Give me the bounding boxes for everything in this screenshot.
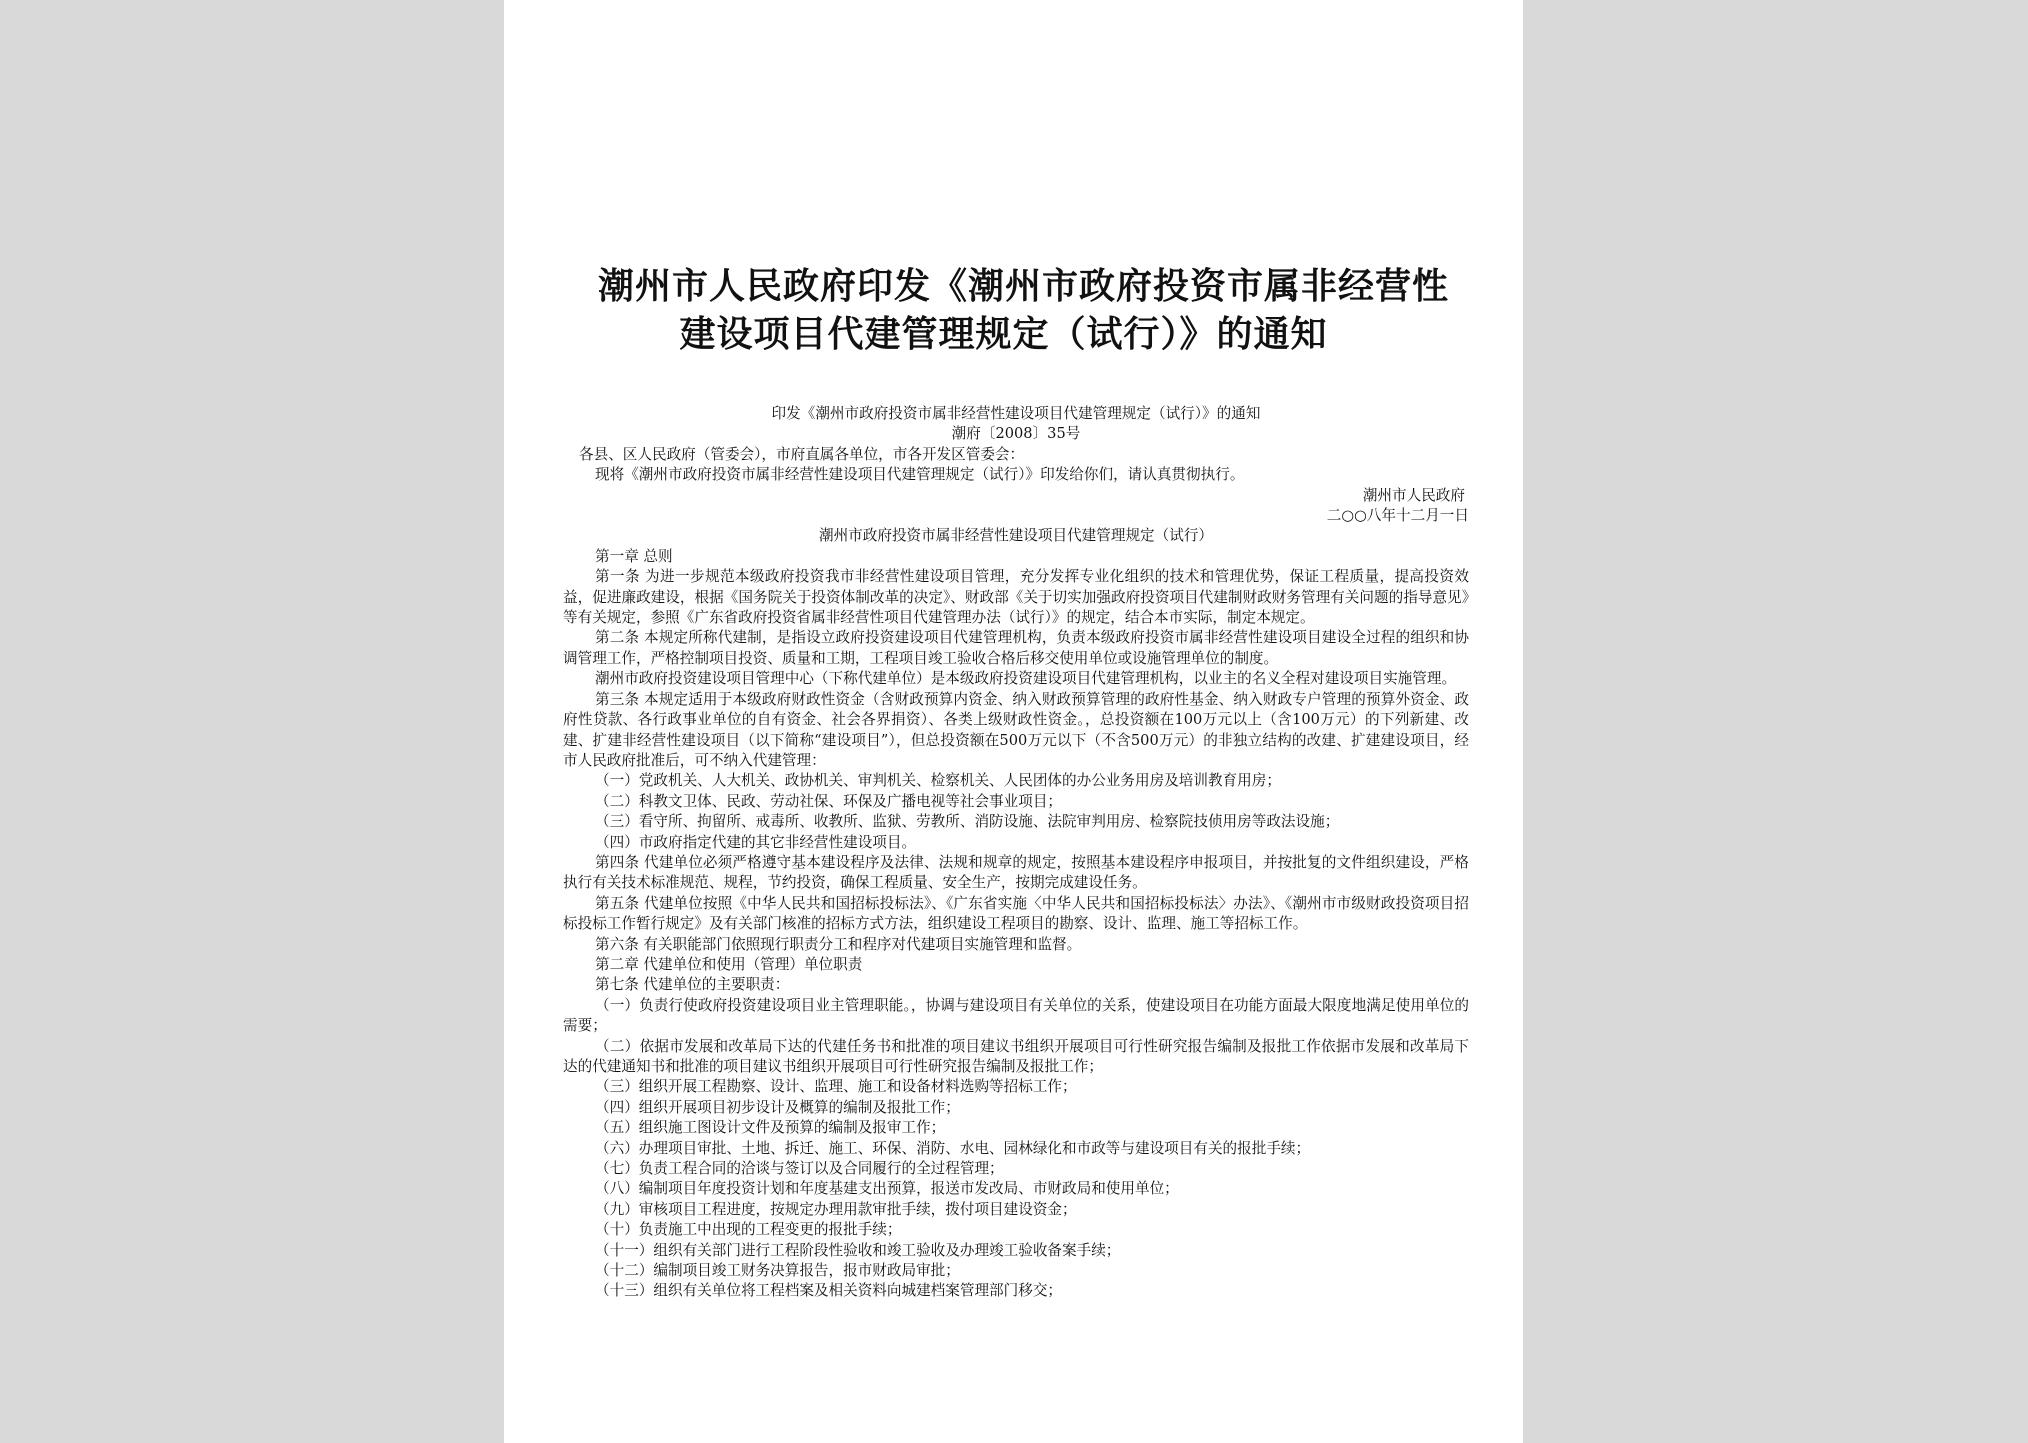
paragraph: （七）负责工程合同的洽谈与签订以及合同履行的全过程管理； [595, 1160, 1004, 1178]
paragraph: （六）办理项目审批、土地、拆迁、施工、环保、消防、水电、园林绿化和市政等与建设项目有关的报批手续； [595, 1139, 1311, 1157]
paragraph: 第二条 本规定所称代建制，是指设立政府投资建设项目代建管理机构，负责本级政府投资市属非经营性建设项目建设全过程的组织和协调管理工作，严格控制项目投资、质量和工期，工程项目竣工验收合格后移交使用单位或设施管理单位的制度。 [563, 629, 1469, 667]
paragraph: （一）负责行使政府投资建设项目业主管理职能。，协调与建设项目有关单位的关系，使建设项目在功能方面最大限度地满足使用单位的需要； [563, 996, 1469, 1035]
document-title [504, 262, 1523, 358]
paragraph: 第四条 代建单位必须严格遵守基本建设程序及法律、法规和规章的规定，按照基本建设程序申报项目，并按批复的文件组织建设，严格执行有关技术标准规范、规程，节约投资，确保工程质量、安全生产，按期完成建设任务。 [563, 853, 1469, 892]
paragraph: （十三）组织有关单位将工程档案及相关资料向城建档案管理部门移交； [595, 1282, 1063, 1300]
paragraph: 第一条 为进一步规范本级政府投资我市非经营性建设项目管理，充分发挥专业化组织的技术和管理优势，保证工程质量，提高投资效益，促进廉政建设，根据《国务院关于投资体制改革的决定》、财政部《关于切实加强政府投资项目代建制财政财务管理有关问题的指导意见》等有关规定，参照《广东省政府投资省属非经营性项目代建管理办法（试行）》的规定，结合本市实际，制定本规定。 [563, 568, 1469, 627]
notice-intro: 现将《潮州市政府投资市属非经营性建设项目代建管理规定（试行）》印发给你们，请认真贯彻执行。 [595, 466, 1245, 484]
paragraph: （五）组织施工图设计文件及预算的编制及报审工作； [595, 1119, 946, 1137]
issue-date: 二○○八年十二月一日 [1326, 507, 1469, 525]
paragraph: （十）负责施工中出现的工程变更的报批手续； [595, 1221, 902, 1239]
paragraph: （八）编制项目年度投资计划和年度基建支出预算，报送市发改局、市财政局和使用单位； [595, 1180, 1179, 1198]
paragraph: 第五条 代建单位按照《中华人民共和国招标投标法》、《广东省实施〈中华人民共和国招标投标法〉办法》、《潮州市市级财政投资项目招标投标工作暂行规定》及有关部门核准的招标方式方法，组织建设工程项目的勘察、设计、监理、施工等招标工作。 [563, 894, 1469, 933]
paragraph: （三）看守所、拘留所、戒毒所、收教所、监狱、劳教所、消防设施、法院审判用房、检察院技侦用房等政法设施； [595, 813, 1340, 831]
document-body [563, 404, 1469, 1302]
issuer-signature: 潮州市人民政府 [1362, 486, 1465, 504]
paragraph: 第一章 总则 [595, 547, 673, 565]
title-line-1: 潮州市人民政府印发《潮州市政府投资市属非经营性 [597, 265, 1449, 307]
paragraph: 第三条 本规定适用于本级政府财政性资金（含财政预算内资金、纳入财政预算管理的政府性基金、纳入财政专户管理的预算外资金、政府性贷款、各行政事业单位的自有资金、社会各界捐资）、各类上级财政性资金。，总投资额在100万元以上（含100万元）的下列新建、改建、扩建非经营性建设项目（以下简称“建设项目”），但总投资额在500万元以下（不含500万元）的非独立结构的改建、扩建建设项目，经市人民政府批准后，可不纳入代建管理： [563, 690, 1469, 769]
paragraph: （四）组织开展项目初步设计及概算的编制及报批工作； [595, 1098, 960, 1116]
addressee: 各县、区人民政府（管委会），市府直属各单位，市各开发区管委会： [579, 445, 1025, 463]
paragraph: （二）依据市发展和改革局下达的代建任务书和批准的项目建议书组织开展项目可行性研究报告编制及报批工作依据市发展和改革局下达的代建通知书和批准的项目建议书组织开展项目可行性研究报告编制及报批工作； [563, 1037, 1469, 1075]
paragraph: 潮州市政府投资建设项目管理中心（下称代建单位）是本级政府投资建设项目代建管理机构，以业主的名义全程对建设项目实施管理。 [595, 670, 1457, 688]
paragraph: 第七条 代建单位的主要职责： [595, 976, 790, 994]
document-page [504, 0, 1523, 1443]
paragraph: （四）市政府指定代建的其它非经营性建设项目。 [595, 833, 917, 851]
document-number: 潮府〔2008〕35号 [951, 425, 1081, 443]
regulation-text [563, 547, 1469, 1302]
paragraph: （二）科教文卫体、民政、劳动社保、环保及广播电视等社会事业项目； [595, 792, 1063, 810]
paragraph: 第二章 代建单位和使用（管理）单位职责 [595, 955, 863, 973]
paragraph: （九）审核项目工程进度，按规定办理用款审批手续，拨付项目建设资金； [595, 1200, 1077, 1218]
paragraph: （十二）编制项目竣工财务决算报告，报市财政局审批； [595, 1262, 960, 1280]
paragraph: （十一）组织有关部门进行工程阶段性验收和竣工验收及办理竣工验收备案手续； [595, 1241, 1121, 1259]
notice-subtitle: 印发《潮州市政府投资市属非经营性建设项目代建管理规定（试行）》的通知 [771, 405, 1261, 422]
title-line-2: 建设项目代建管理规定（试行）》的通知 [679, 313, 1328, 355]
paragraph: （一）党政机关、人大机关、政协机关、审判机关、检察机关、人民团体的办公业务用房及培训教育用房； [595, 772, 1281, 790]
paragraph: （三）组织开展工程勘察、设计、监理、施工和设备材料选购等招标工作； [595, 1078, 1077, 1096]
paragraph: 第六条 有关职能部门依照现行职责分工和程序对代建项目实施管理和监督。 [595, 935, 1082, 953]
regulation-title: 潮州市政府投资市属非经营性建设项目代建管理规定（试行） [818, 527, 1214, 545]
